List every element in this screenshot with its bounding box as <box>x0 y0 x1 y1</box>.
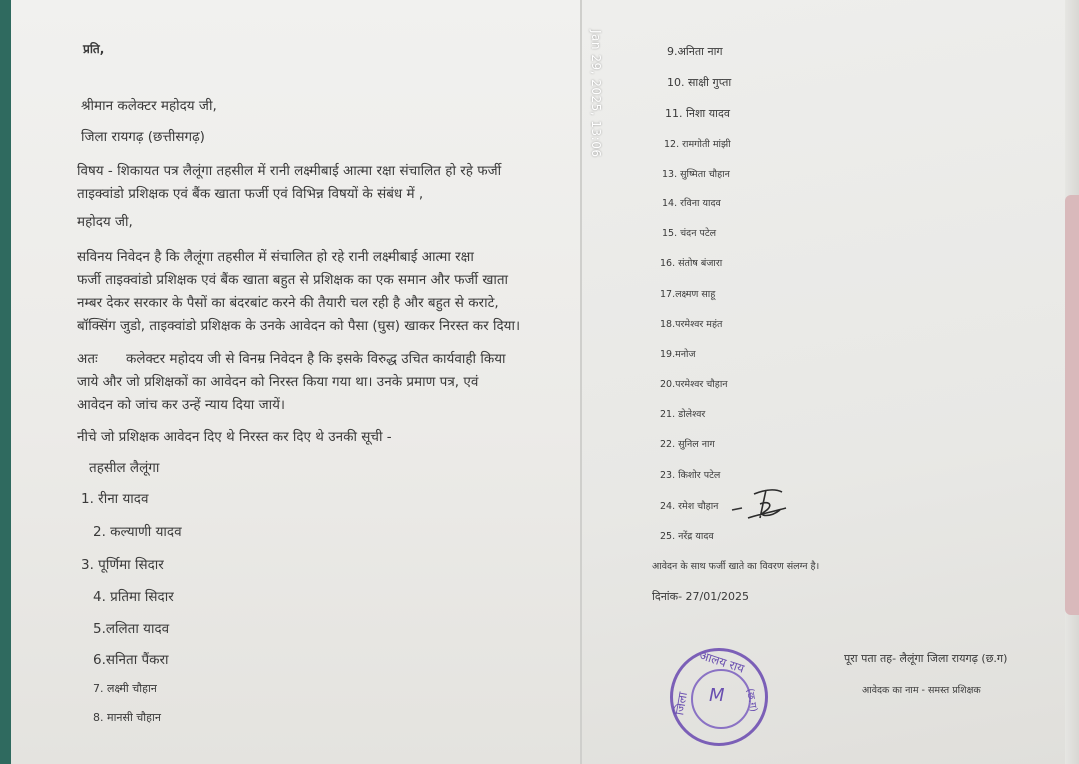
body-line-4: बॉक्सिंग जुडो, ताइक्वांडो प्रशिक्षक के उनके आवेदन को पैसा (घुस) खाकर निरस्त कर दिया। <box>77 318 521 334</box>
stamp-top-text: आलय राय <box>697 648 747 676</box>
request-line-2: जाये और जो प्रशिक्षकों का आवेदन को निरस्त किया गया था। उनके प्रमाण पत्र, एवं <box>77 374 479 390</box>
list-item: 15. चंदन पटेल <box>662 228 717 239</box>
subject-line-1: विषय - शिकायत पत्र लैलूंगा तहसील में रानी लक्ष्मीबाई आत्मा रक्षा संचालित हो रहे फर्जी <box>77 163 502 179</box>
request-line-1: कलेक्टर महोदय जी से विनम्र निवेदन है कि इसके विरुद्ध उचित कार्यवाही किया <box>126 351 506 367</box>
list-item: 20.परमेश्वर चौहान <box>660 379 728 390</box>
list-intro: नीचे जो प्रशिक्षक आवेदन दिए थे निरस्त कर दिए थे उनकी सूची - <box>77 429 392 445</box>
greeting: महोदय जी, <box>77 214 133 230</box>
list-item: 5.ललिता यादव <box>93 621 170 637</box>
photo-timestamp: Jan 29, 2025, 13:06 <box>589 30 603 158</box>
list-item: 24. रमेश चौहान <box>660 501 719 512</box>
list-item: 4. प्रतिमा सिदार <box>93 589 174 605</box>
attachment-note: आवेदन के साथ फर्जी खाते का विवरण संलग्न है। <box>652 561 820 572</box>
list-item: 11. निशा यादव <box>665 107 730 120</box>
addressee: श्रीमान कलेक्टर महोदय जी, <box>81 98 217 114</box>
page-edge-shadow <box>1065 195 1079 615</box>
right-page <box>582 0 1079 764</box>
list-item: 17.लक्ष्मण साहू <box>660 289 716 300</box>
list-item: 3. पूर्णिमा सिदार <box>81 557 164 573</box>
list-item: 2. कल्याणी यादव <box>93 524 182 540</box>
list-item: 1. रीना यादव <box>81 491 149 507</box>
list-item: 25. नरेंद्र यादव <box>660 531 714 542</box>
list-item: 8. मानसी चौहान <box>93 711 161 724</box>
tehsil-label: तहसील लैलूंगा <box>89 460 160 476</box>
request-line-3: आवेदन को जांच कर उन्हें न्याय दिया जायें। <box>77 397 286 413</box>
list-item: 12. रामगोती मांझी <box>664 139 731 150</box>
date-line: दिनांक- 27/01/2025 <box>652 590 749 603</box>
salutation-to: प्रति, <box>83 42 105 56</box>
applicant-line: आवेदक का नाम - समस्त प्रशिक्षक <box>862 685 981 696</box>
list-item: 18.परमेश्वर महंत <box>660 319 723 330</box>
stamp-center-text: M <box>709 685 725 706</box>
list-item: 14. रविना यादव <box>662 198 721 209</box>
list-item: 10. साक्षी गुप्ता <box>667 76 732 89</box>
left-page <box>11 0 580 764</box>
list-item: 21. डोलेश्वर <box>660 409 706 420</box>
signature-icon <box>730 484 790 528</box>
list-item: 23. किशोर पटेल <box>660 470 721 481</box>
list-item: 9.अनिता नाग <box>667 45 723 58</box>
list-item: 6.सनिता पैंकरा <box>93 652 169 668</box>
body-line-3: नम्बर देकर सरकार के पैसों का बंदरबांट करने की तैयारी चल रही है और बहुत से कराटे, <box>77 295 499 311</box>
list-item: 19.मनोज <box>660 349 696 360</box>
list-item: 7. लक्ष्मी चौहान <box>93 682 157 695</box>
body-line-1: सविनय निवेदन है कि लैलूंगा तहसील में संचालित हो रहे रानी लक्ष्मीबाई आत्मा रक्षा <box>77 249 474 265</box>
stamp-left-text: जिला <box>672 690 691 717</box>
list-item: 22. सुनिल नाग <box>660 439 715 450</box>
request-label: अतः <box>77 351 98 367</box>
address-line: पूरा पता तह- लैलूंगा जिला रायगढ़ (छ.ग) <box>844 652 1008 665</box>
official-stamp <box>670 648 768 746</box>
stamp-right-text: (छ.ग) <box>743 687 759 713</box>
subject-line-2: ताइक्वांडो प्रशिक्षक एवं बैंक खाता फर्जी एवं विभिन्न विषयों के संबंध में , <box>77 186 424 202</box>
district: जिला रायगढ़ (छत्तीसगढ़) <box>81 129 205 145</box>
list-item: 13. सुष्मिता चौहान <box>662 169 730 180</box>
list-item: 16. संतोष बंजारा <box>660 258 723 269</box>
body-line-2: फर्जी ताइक्वांडो प्रशिक्षक एवं बैंक खाता बहुत से प्रशिक्षक का एक समान और फर्जी खाता <box>77 272 509 288</box>
